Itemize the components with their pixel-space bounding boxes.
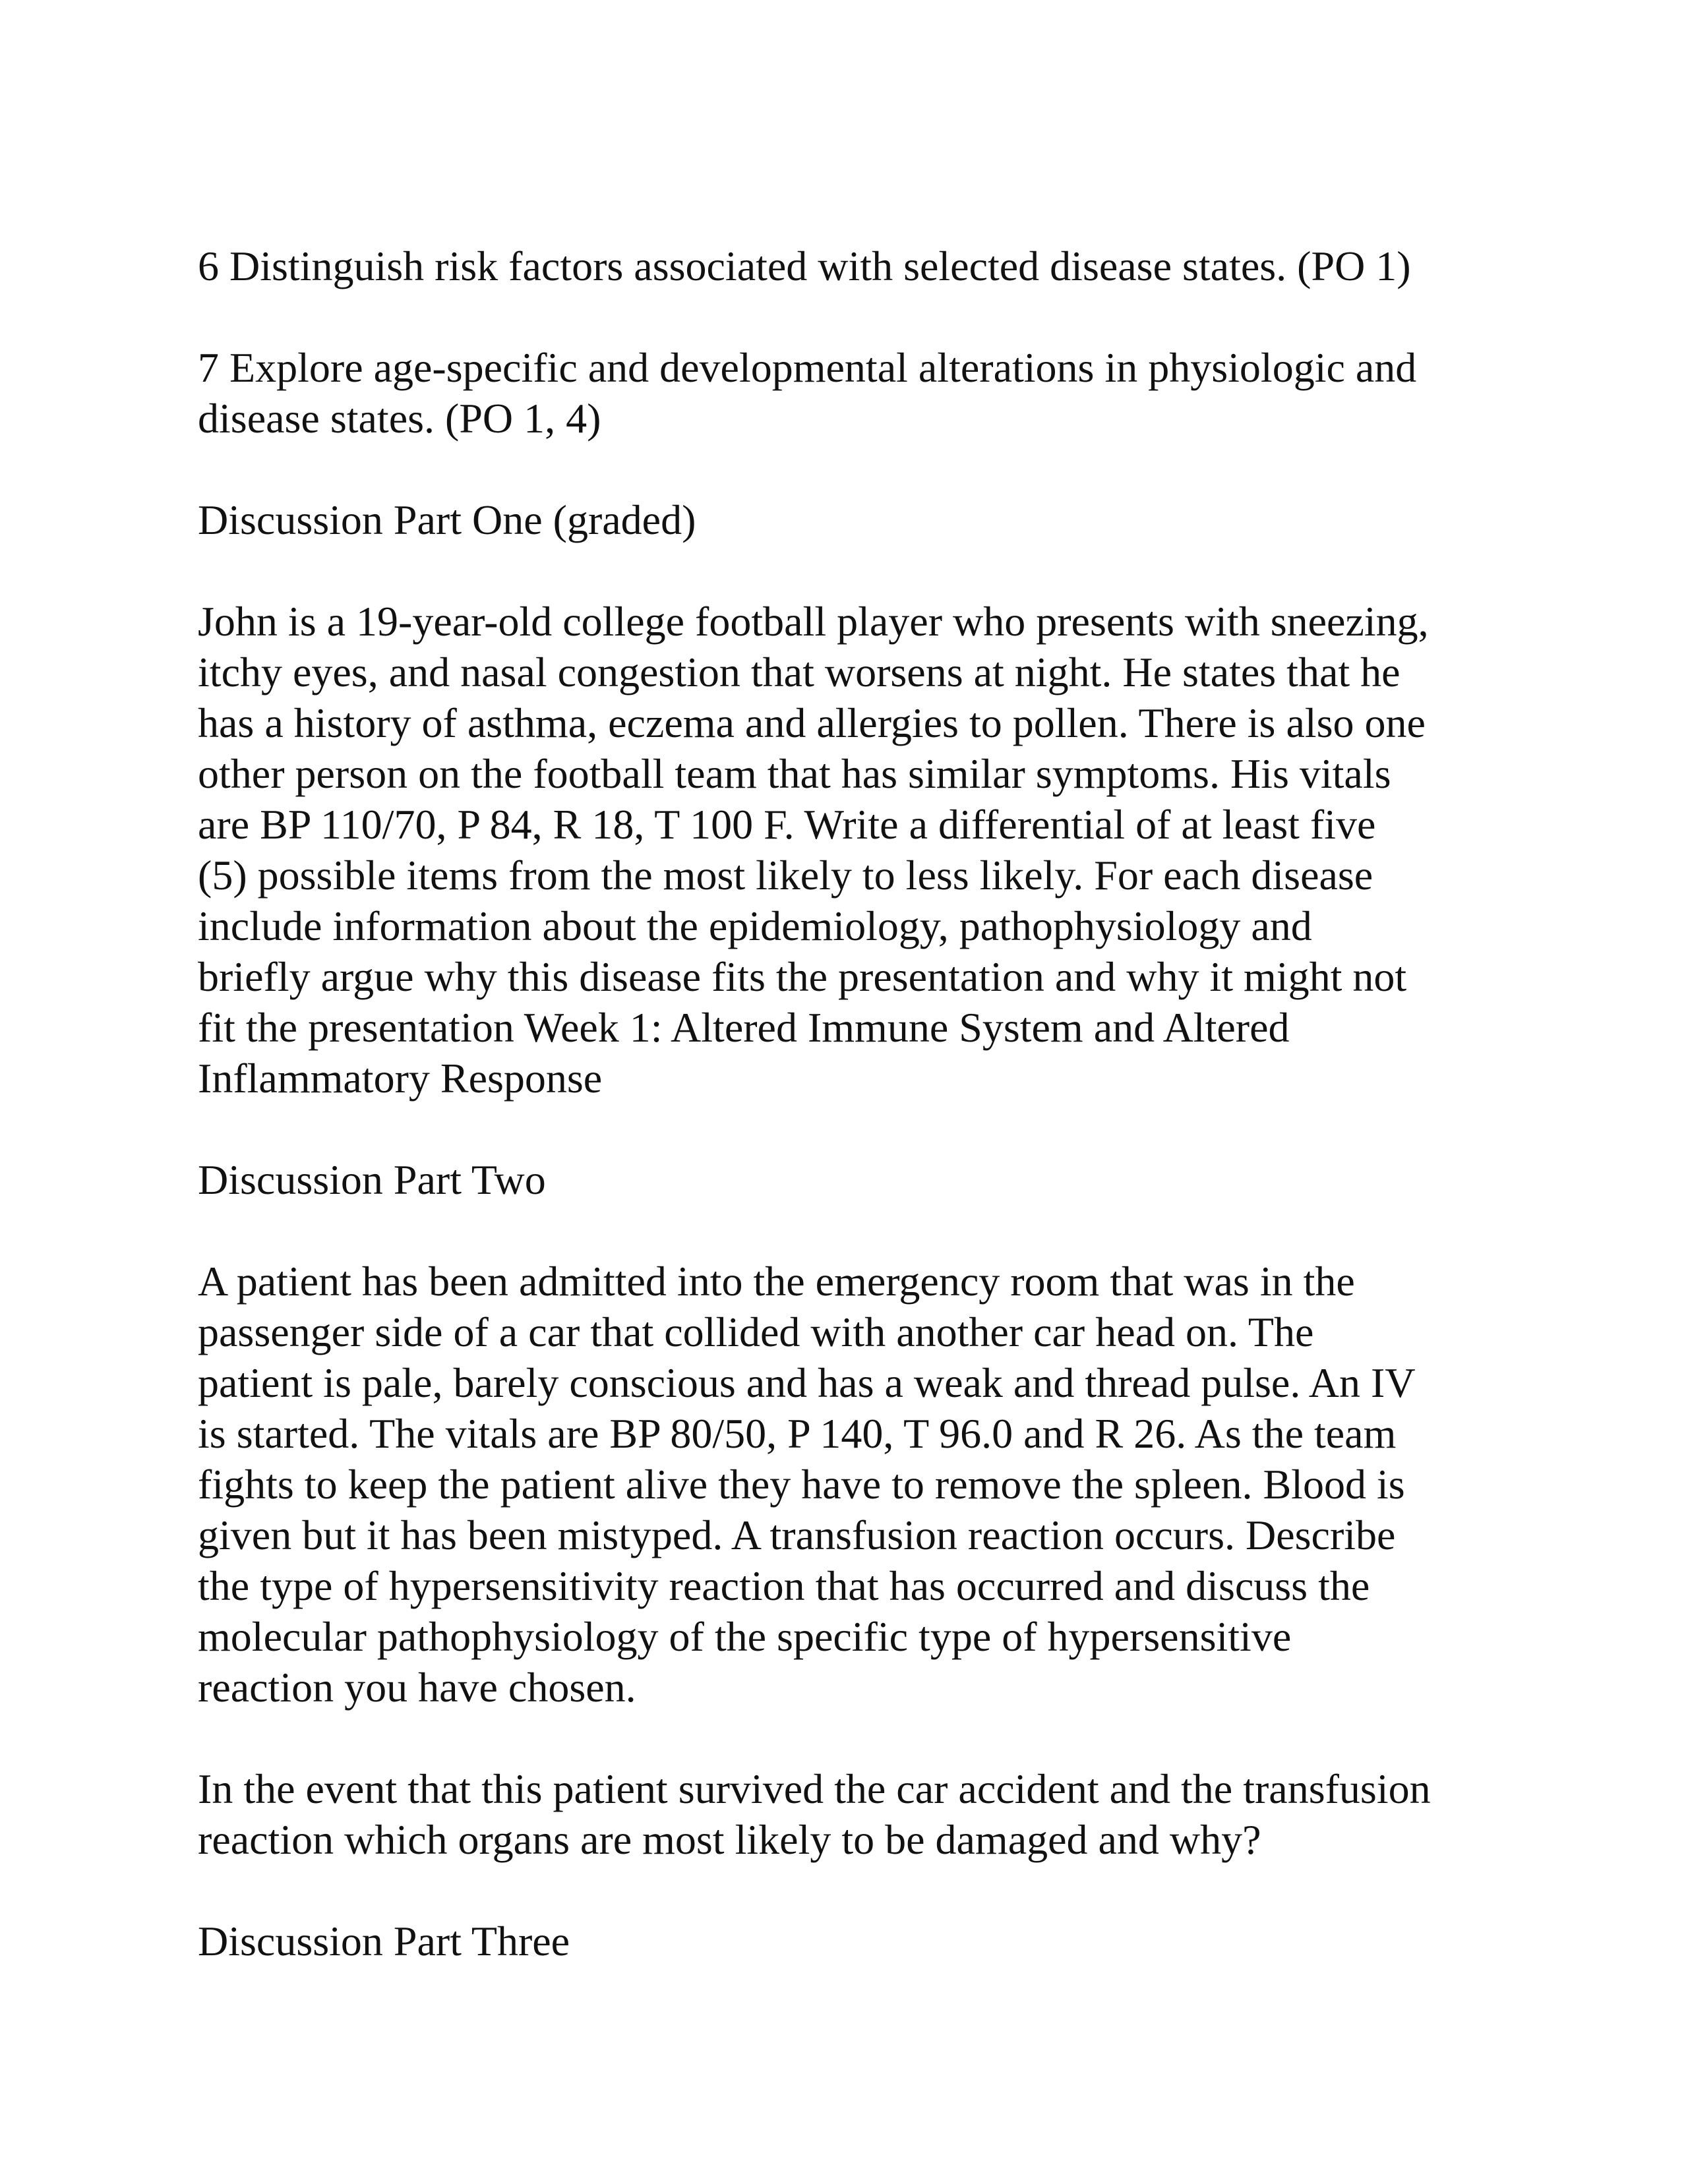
part-two-line: is started. The vitals are BP 80/50, P 140, T 96.0 and R 26. As the team	[198, 1410, 1397, 1457]
part-two-line: A patient has been admitted into the emergency room that was in the	[198, 1258, 1355, 1305]
part-one-line: other person on the football team that has similar symptoms. His vitals	[198, 750, 1391, 797]
part-two-followup-line: reaction which organs are most likely to be damaged and why?	[198, 1816, 1261, 1863]
part-one-line: John is a 19-year-old college football player who presents with sneezing,	[198, 598, 1429, 645]
part-one-heading	[198, 494, 1510, 545]
part-one-line: fit the presentation Week 1: Altered Immune System and Altered	[198, 1004, 1290, 1051]
objective-7-line-1: 7 Explore age-specific and developmental alterations in physiologic and	[198, 344, 1417, 391]
objective-7-line-2: disease states. (PO 1, 4)	[198, 395, 601, 442]
part-one-line: has a history of asthma, eczema and allergies to pollen. There is also one	[198, 699, 1426, 746]
part-two-line: molecular pathophysiology of the specific type of hypersensitive	[198, 1613, 1292, 1660]
objective-7	[198, 342, 1510, 444]
part-one-body	[198, 596, 1510, 1104]
part-one-line: Inflammatory Response	[198, 1055, 603, 1102]
document-content	[198, 241, 1510, 2017]
part-one-heading-text: Discussion Part One (graded)	[198, 496, 696, 543]
part-two-heading-text: Discussion Part Two	[198, 1156, 546, 1203]
part-one-line: include information about the epidemiology, pathophysiology and	[198, 902, 1312, 949]
part-two-followup-line: In the event that this patient survived the car accident and the transfusion	[198, 1765, 1431, 1812]
part-one-line: are BP 110/70, P 84, R 18, T 100 F. Write a differential of at least five	[198, 801, 1376, 848]
part-two-line: fights to keep the patient alive they have to remove the spleen. Blood is	[198, 1461, 1405, 1508]
part-two-line: given but it has been mistyped. A transfusion reaction occurs. Describe	[198, 1512, 1396, 1558]
part-one-line: briefly argue why this disease fits the presentation and why it might not	[198, 953, 1407, 1000]
part-one-line: (5) possible items from the most likely to less likely. For each disease	[198, 852, 1373, 899]
part-one-line: itchy eyes, and nasal congestion that worsens at night. He states that he	[198, 649, 1401, 695]
part-two-line: patient is pale, barely conscious and has a weak and thread pulse. An IV	[198, 1359, 1416, 1406]
objective-6	[198, 241, 1510, 291]
part-three-heading-text: Discussion Part Three	[198, 1918, 570, 1964]
part-three-heading	[198, 1916, 1510, 1966]
part-two-body	[198, 1256, 1510, 1713]
objective-6-line-1: 6 Distinguish risk factors associated with selected disease states. (PO 1)	[198, 243, 1411, 289]
part-two-heading	[198, 1154, 1510, 1205]
part-two-followup	[198, 1763, 1510, 1865]
part-two-line: the type of hypersensitivity reaction that has occurred and discuss the	[198, 1562, 1370, 1609]
part-two-line: passenger side of a car that collided with another car head on. The	[198, 1309, 1314, 1355]
part-two-line: reaction you have chosen.	[198, 1664, 636, 1711]
